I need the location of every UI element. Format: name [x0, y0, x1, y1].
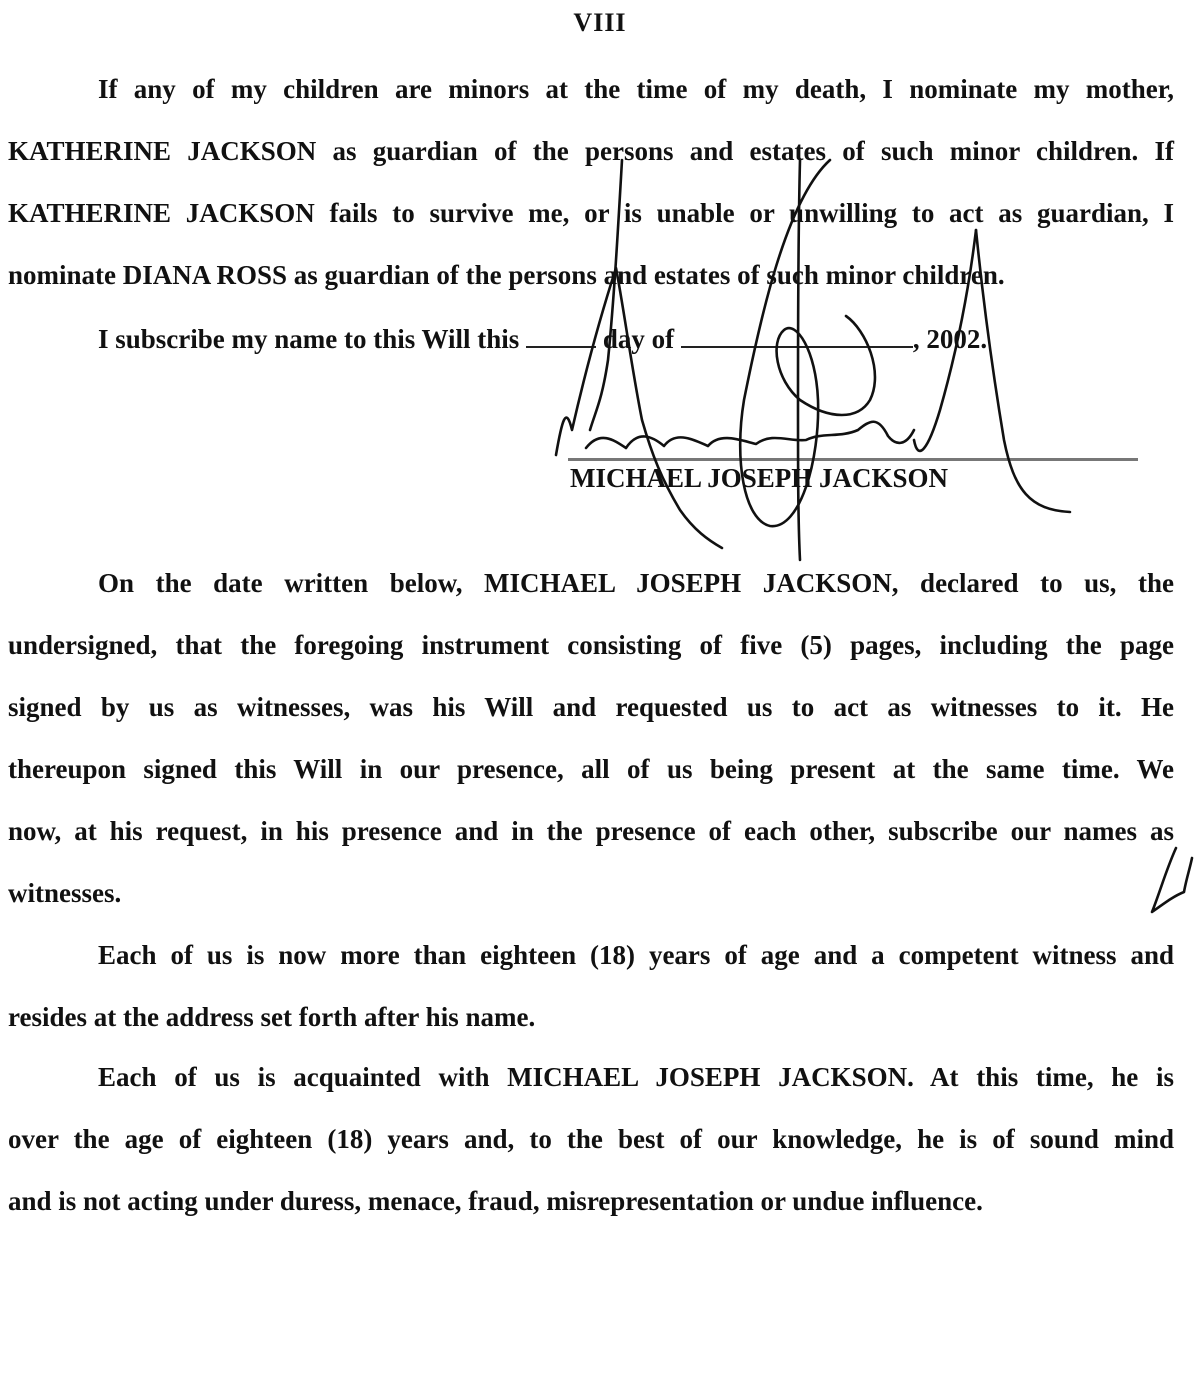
declaration-line-5: now, at his request, in his presence and in the presence of each other, subscribe our names as [8, 816, 1174, 846]
month-blank [681, 322, 913, 348]
signer-name: MICHAEL JOSEPH JACKSON [570, 463, 949, 493]
declaration-line-3: signed by us as witnesses, was his Will and requested us to act as witnesses to it. He [8, 692, 1174, 722]
guardian-line-2: KATHERINE JACKSON as guardian of the persons and estates of such minor children. If [8, 136, 1174, 166]
guardian-line-4: nominate DIANA ROSS as guardian of the persons and estates of such minor children. [8, 260, 1005, 290]
acquainted-line-3: and is not acting under duress, menace, fraud, misrepresentation or undue influence. [8, 1186, 983, 1216]
subscription-day-of: day of [602, 324, 675, 354]
guardian-line-1: If any of my children are minors at the time of my death, I nominate my mother, [98, 74, 1174, 104]
age-line-1: Each of us is now more than eighteen (18) years of age and a competent witness and [98, 940, 1174, 970]
subscription-year: , 2002. [912, 324, 988, 354]
acquainted-line-1: Each of us is acquainted with MICHAEL JOSEPH JACKSON. At this time, he is [98, 1062, 1174, 1092]
guardian-line-3: KATHERINE JACKSON fails to survive me, or is unable or unwilling to act as guardian, I [8, 198, 1174, 228]
declaration-line-6: witnesses. [8, 878, 122, 908]
subscription-prefix: I subscribe my name to this Will this [98, 324, 520, 354]
day-blank [526, 322, 596, 348]
declaration-line-2: undersigned, that the foregoing instrument consisting of five (5) pages, including the page [8, 630, 1174, 660]
declaration-line-1: On the date written below, MICHAEL JOSEPH JACKSON, declared to us, the [98, 568, 1174, 598]
section-heading: VIII [573, 8, 627, 37]
age-line-2: resides at the address set forth after his name. [8, 1002, 536, 1032]
signature-rule [568, 458, 1138, 461]
subscription-line [98, 322, 987, 356]
declaration-line-4: thereupon signed this Will in our presence, all of us being present at the same time. We [8, 754, 1174, 784]
acquainted-line-2: over the age of eighteen (18) years and, to the best of our knowledge, he is of sound mind [8, 1124, 1174, 1154]
